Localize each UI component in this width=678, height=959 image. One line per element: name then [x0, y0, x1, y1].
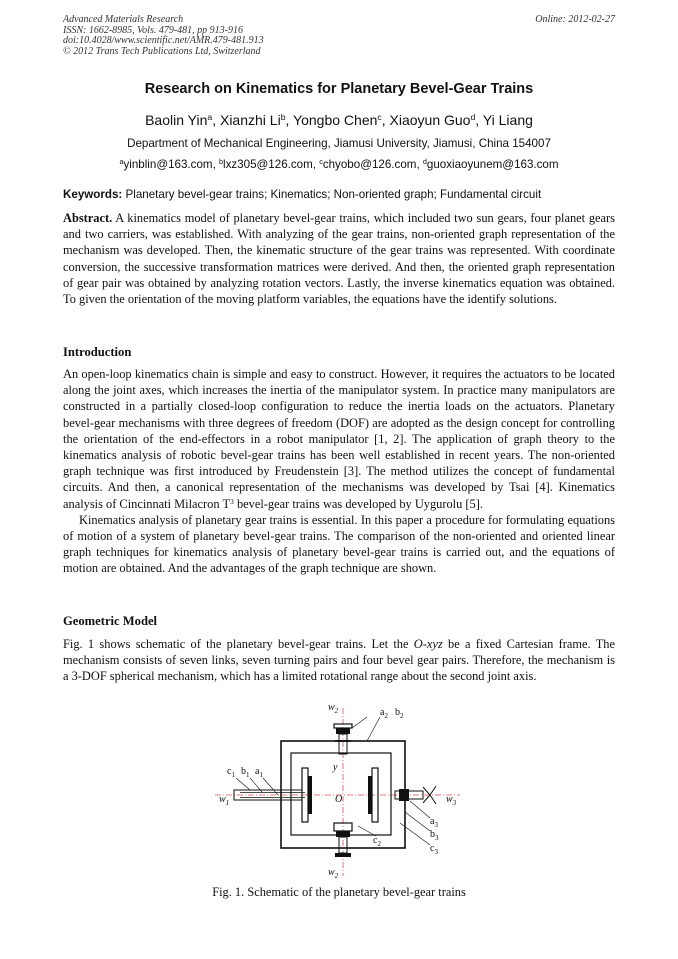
label-w2-top: $w_2$: [328, 702, 339, 715]
intro-text-end: bevel-gear trains was developed by Uygurolu [5].: [233, 496, 483, 511]
keywords-label: Keywords:: [63, 188, 123, 201]
intro-text: An open-loop kinematics chain is simple and easy to construct. However, it requires the actuators to be located along the joint axes, which increases the inertia of the manipulator system. In practice many manipulators are constructed in a partially closed-loop configuration to reduce the inertia loads on the actuators. Planetary bevel-gear mechanisms with three degrees of freedom (DOF) are adopted as the design concept for controlling the orientation of the end-effectors in a robot manipulator [1, 2]. The application of graph theory to the kinematics analysis of robotic bevel-gear trains has been well established in recent years. The non-oriented graph technique was first introduced by Freudenstein [3]. The method utilizes the concept of fundamental circuits. And then, a canonical representation of the mechanisms was developed by Tsai [4]. Kinematics analysis of Cincinnati Milacron T: [63, 367, 615, 511]
gm-frame: O-xyz: [413, 637, 443, 651]
journal-header: [63, 15, 264, 57]
label-b1: $b_1$: [241, 766, 250, 779]
author-list: Baolin Yin$^a$, Xianzhi Li$^b$, Yongbo Chen$^c$, Xiaoyun Guo$^d$, Yi Liang: [145, 112, 533, 128]
author-sup: c: [377, 112, 382, 123]
author-sup: a: [207, 112, 213, 123]
label-c2: $c_2$: [373, 835, 381, 848]
label-b3: $b_3$: [430, 829, 439, 842]
author-sup: d: [470, 112, 476, 123]
label-a3: $a_3$: [430, 816, 438, 829]
author-name: Xianzhi Li: [219, 112, 281, 128]
label-y: y: [333, 762, 338, 773]
label-w2-bottom: $w_2$: [328, 867, 339, 880]
geometric-model-heading: Geometric Model: [63, 614, 158, 628]
issn-line: ISSN: 1662-8985, Vols. 479-481, pp 913-916: [63, 24, 243, 36]
author-name: Xiaoyun Guo: [389, 112, 471, 128]
affiliation: Department of Mechanical Engineering, Jiamusi University, Jiamusi, China 154007: [127, 137, 551, 150]
gm-text: Fig. 1 shows schematic of the planetary bevel-gear trains. Let the: [63, 637, 414, 651]
introduction-heading: Introduction: [63, 345, 132, 359]
author-sup: b: [280, 112, 286, 123]
label-z: z: [369, 794, 373, 805]
label-c1: $c_1$: [227, 766, 235, 779]
email-sup: a: [119, 157, 124, 167]
gear-a2-top: [334, 724, 352, 728]
label-a1: $a_1$: [255, 766, 263, 779]
keywords-text: Planetary bevel-gear trains; Kinematics; Non-oriented graph; Fundamental circuit: [125, 188, 542, 201]
figure-1: [0, 698, 678, 883]
author-name: Yi Liang: [482, 112, 533, 128]
label-b2: $b_2$: [395, 707, 404, 720]
label-origin: O: [335, 794, 343, 805]
introduction-body: [63, 366, 615, 577]
intro-sup: 3: [230, 496, 234, 506]
email-sup: d: [422, 157, 427, 167]
figure-caption: Fig. 1. Schematic of the planetary bevel-gear trains: [212, 885, 466, 899]
author-name: Baolin Yin: [145, 112, 208, 128]
gear-train-schematic: [0, 698, 678, 883]
email-address[interactable]: chyobo@126.com: [322, 158, 417, 171]
copyright-line: © 2012 Trans Tech Publications Ltd, Switzerland: [63, 45, 261, 57]
online-date: Online: 2012-02-27: [535, 14, 615, 25]
doi-line: doi:10.4028/www.scientific.net/AMR.479-481.913: [63, 35, 264, 46]
keywords: [63, 188, 615, 201]
email-address[interactable]: guoxiaoyunem@163.com: [426, 158, 559, 171]
email-list: $^a$yinblin@163.com, $^b$lxz305@126.com, $^c$chyobo@126.com, $^d$guoxiaoyunem@163.com: [119, 157, 559, 171]
email-sup: c: [319, 157, 323, 167]
email-sup: b: [219, 157, 224, 167]
paper-title: Research on Kinematics for Planetary Bevel-Gear Trains: [144, 81, 534, 97]
geometric-model-body: [63, 636, 615, 685]
abstract: [63, 210, 615, 307]
abstract-text: A kinematics model of planetary bevel-gear trains, which included two sun gears, four planet gears and two carriers, was established. With analyzing of the gear trains, non-oriented graph representation of the mechanism was developed. Then, the kinematic structure of the gear trains was represented. With coordinate conversion, the successive transformation matrices were derived. And then, the oriented graph representation of gear pair was obtained by analyzing rotation vectors. Lastly, the inverse kinematics equation was obtained. To given the orientation of the moving platform variables, the equations have the identify solutions.: [63, 211, 615, 307]
introduction-paragraph-1: [63, 366, 615, 512]
email-address[interactable]: lxz305@126.com: [223, 158, 313, 171]
abstract-label: Abstract.: [63, 211, 113, 225]
label-a2: $a_2$: [380, 707, 388, 720]
label-c3: $c_3$: [430, 843, 438, 856]
introduction-paragraph-2: Kinematics analysis of planetary gear trains is essential. In this paper a procedure for formulating equations of motion of a system of planetary bevel-gear trains. The comparison of the non-oriented and oriented linear graph techniques for kinematics analysis of planetary bevel-gear trains is carried out, and the equations of motion are obtained. And the advantages of the graph technique are shown.: [63, 512, 615, 576]
label-w3: $w_3$: [446, 794, 457, 807]
gear-b2-top: [336, 728, 350, 734]
label-w1: $w_1$: [219, 794, 230, 807]
gm-text-end: be a fixed Cartesian frame. The mechanism consists of seven links, seven turning pairs and four bevel gear pairs. Therefore, the mechanism is a 3-DOF spherical mechanism, which has a limited rotational range about the second joint axis.: [63, 637, 615, 684]
email-address[interactable]: yinblin@163.com: [123, 158, 213, 171]
author-name: Yongbo Chen: [293, 112, 378, 128]
journal-name: Advanced Materials Research: [63, 14, 184, 25]
